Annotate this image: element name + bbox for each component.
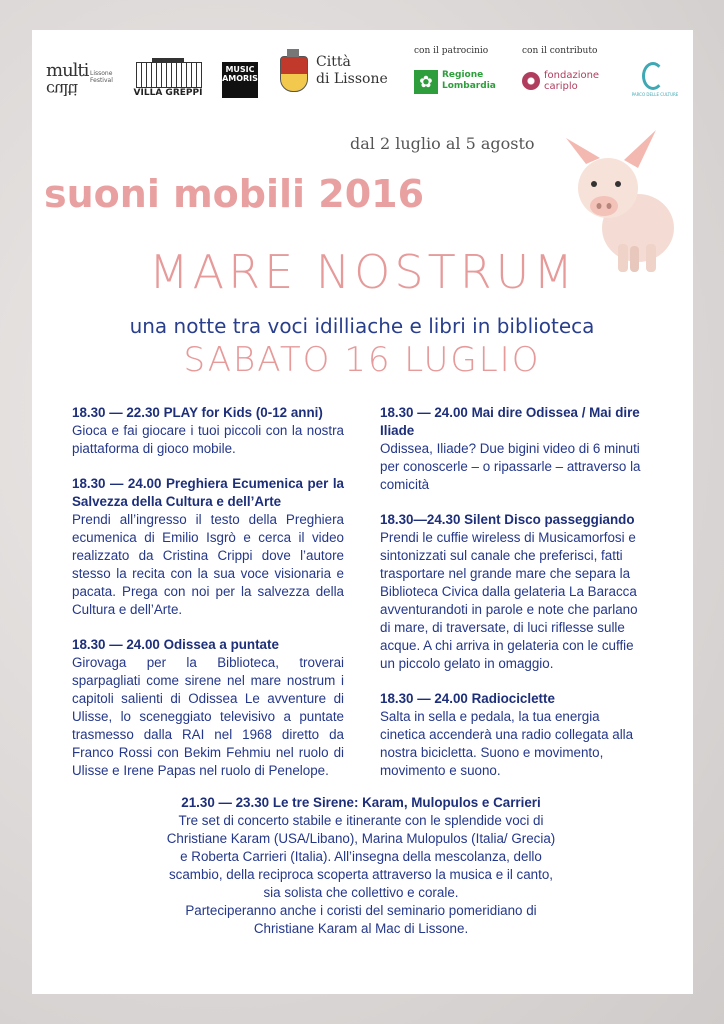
cariplo-flower-icon	[522, 72, 540, 90]
parco-name: PARCO DELLE CULTURE	[631, 92, 679, 97]
multi-logo-text: multi	[46, 60, 89, 81]
program-item	[380, 404, 648, 494]
cariplo-name	[544, 70, 599, 92]
multiculti-logo	[38, 58, 118, 102]
program-right-column	[380, 404, 648, 797]
program-item	[72, 475, 344, 619]
multi-logo-small: Lissone Festival	[90, 70, 113, 84]
event-date: SABATO 16 LUGLIO	[183, 340, 541, 380]
program-item-text: Girovaga per la Biblioteca, troverai sparpagliati come sirene nel mare nostrum i capitoli salienti di Odissea Le avventure di Ulisse, lo sceneggiato televisivo a puntate trasmesso dalla RAI nel 1968 diretto da Franco Rossi con Bekim Fehmiu nel ruolo di Ulisse e Irene Papas nel ruolo di Penelope.	[72, 655, 344, 778]
program-item	[72, 636, 344, 780]
music-amoris-logo: MUSIC AMORIS	[222, 62, 258, 98]
culti-logo-text: culti	[46, 80, 77, 99]
program-item-heading: 18.30 — 22.30 PLAY for Kids (0-12 anni)	[72, 405, 323, 420]
villa-building-icon	[136, 62, 202, 88]
event-subtitle: una notte tra voci idilliache e libri in biblioteca	[129, 314, 595, 338]
program-item-heading: 18.30—24.30 Silent Disco passeggiando	[380, 512, 635, 527]
regione-line-2: Lombardia	[442, 81, 496, 91]
regione-line-1: Regione	[442, 70, 484, 80]
poster	[32, 30, 693, 994]
parco-culture-logo	[628, 60, 682, 102]
regione-lombardia-logo	[412, 46, 512, 100]
final-program-item	[164, 794, 558, 938]
regione-name	[442, 70, 496, 92]
final-item-note: Parteciperanno anche i coristi del seminario pomeridiano di Christiane Karam al Mac di Lissone.	[185, 903, 537, 936]
cariplo-line-2: cariplo	[544, 81, 578, 92]
patrocinio-caption: con il patrocinio	[414, 46, 489, 56]
program-item	[380, 511, 648, 673]
final-item-heading: 21.30 — 23.30 Le tre Sirene: Karam, Mulopulos e Carrieri	[181, 795, 541, 810]
parco-c-icon	[642, 62, 664, 90]
cariplo-line-1: fondazione	[544, 70, 600, 81]
event-title: MARE NOSTRUM	[148, 245, 578, 299]
program-item-heading: 18.30 — 24.00 Preghiera Ecumenica per la Salvezza della Cultura e dell’Arte	[72, 476, 344, 509]
festival-title: suoni mobili 2016	[44, 172, 425, 216]
villa-logo-text: VILLA GREPPI	[133, 88, 203, 98]
program-item-text: Salta in sella e pedala, la tua energia cinetica accenderà una radio collegata alla nostra bicicletta. Suono e movimento, movimento e suono.	[380, 709, 634, 778]
fondazione-cariplo-logo	[520, 46, 620, 100]
program-item-heading: 18.30 — 24.00 Radiociclette	[380, 691, 555, 706]
program-item-text: Odissea, Iliade? Due bigini video di 6 minuti per conoscerle – o ripassarle – attraverso la comicità	[380, 441, 641, 492]
citta-logo-text	[316, 54, 388, 88]
program-item-heading: 18.30 — 24.00 Mai dire Odissea / Mai dire Iliade	[380, 405, 640, 438]
program-item-text: Prendi le cuffie wireless di Musicamorfosi e sintonizzati sul canale che preferisci, fatti trasportare nel grande mare che separa la Biblioteca Civica dalla gelateria La Baracca avventurandoti in parole e note che parlano di mare, di traversate, di luci riflesse sulle acque. A chi arriva in gelateria con le cuffie un piccolo gelato in omaggio.	[380, 530, 638, 671]
program-item-text: Prendi all’ingresso il testo della Preghiera ecumenica di Emilio Isgrò e cerca il video realizzato da Cristina Crippi dove l’autore stesso la recita con la sua voce visionaria e pacata. Prega con noi per la salvezza della Cultura e dell’Arte.	[72, 512, 344, 617]
program-left-column	[72, 404, 344, 797]
date-range: dal 2 luglio al 5 agosto	[350, 134, 535, 153]
program-item-heading: 18.30 — 24.00 Odissea a puntate	[72, 637, 279, 652]
contributo-caption: con il contributo	[522, 46, 598, 56]
citta-line-2: di Lissone	[316, 71, 388, 87]
final-item-text: Tre set di concerto stabile e itinerante con le splendide voci di Christiane Karam (USA/Libano), Marina Mulopulos (Italia/ Grecia) e Roberta Carrieri (Italia). All’insegna della mescolanza, dello scambio, della reciproca scoperta attraverso la musica e il canto, sia solista che collettivo e corale.	[166, 813, 556, 900]
logo-strip	[32, 30, 693, 110]
villa-greppi-logo	[132, 58, 204, 102]
program-item-text: Gioca e fai giocare i tuoi piccoli con la nostra piattaforma di gioco mobile.	[72, 423, 344, 456]
program-item	[72, 404, 344, 458]
program-item	[380, 690, 648, 780]
citta-lissone-logo	[280, 54, 400, 98]
regione-flower-icon: ✿	[414, 70, 438, 94]
citta-line-1: Città	[316, 54, 351, 70]
coat-of-arms-icon	[280, 56, 308, 92]
